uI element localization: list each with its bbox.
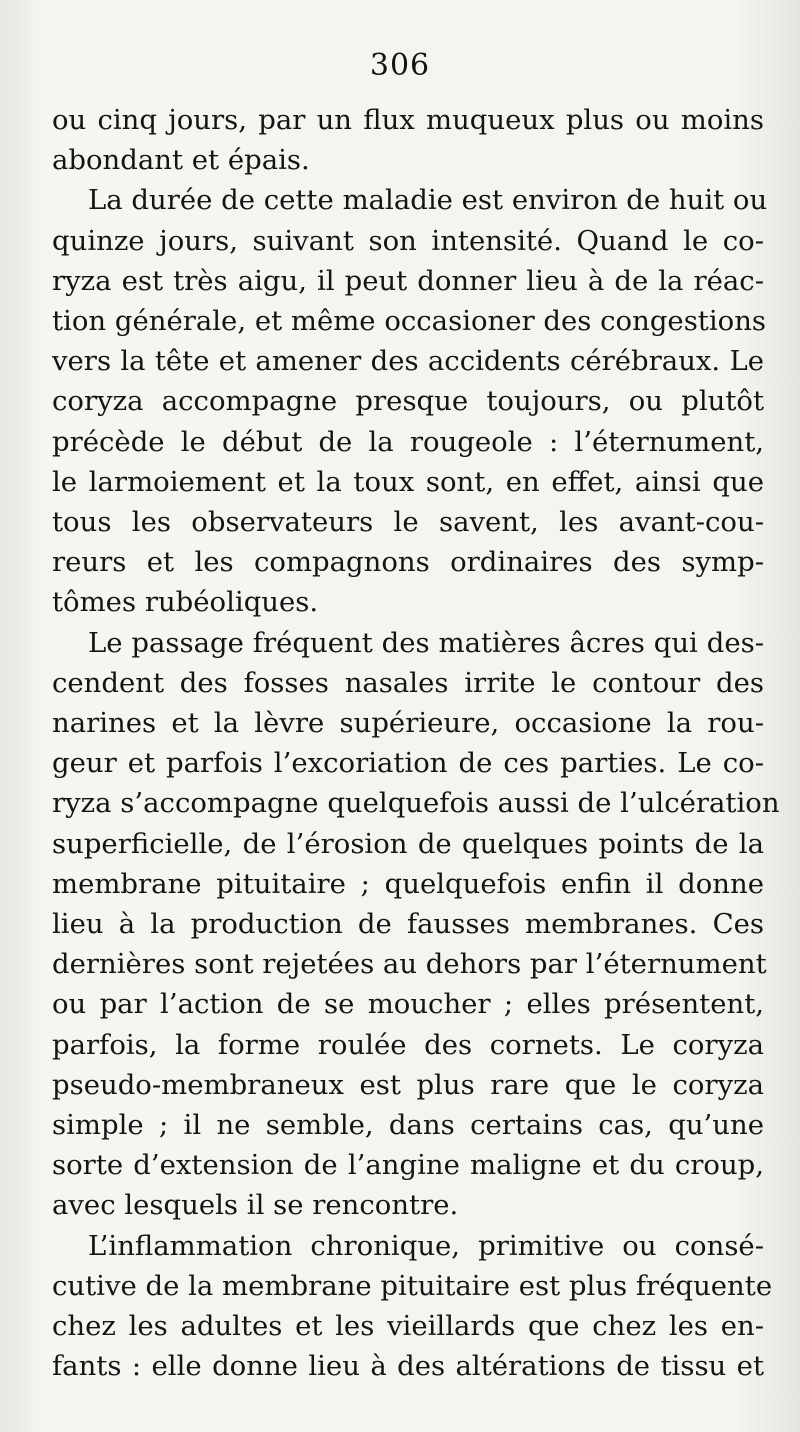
text-line: geur et parfois l’excoriation de ces parties. Le co- [52,747,764,780]
body-text [52,100,780,1387]
text-line: tômes rubéoliques. [52,586,319,619]
text-line: membrane pituitaire ; quelquefois enfin il donne [52,867,764,900]
text-line: sorte d’extension de l’angine maligne et du croup, [52,1149,764,1182]
text-line: précède le début de la rougeole : l’éternument, [52,425,764,458]
text-line: vers la tête et amener des accidents cérébraux. Le [52,345,764,378]
text-line: cendent des fosses nasales irrite le contour des [52,666,764,699]
text-line: L’inflammation chronique, primitive ou consé- [88,1229,764,1262]
text-line: coryza accompagne presque toujours, ou plutôt [52,385,764,418]
text-line: abondant et épais. [52,144,310,177]
text-line: superficielle, de l’érosion de quelques points de la [52,827,764,860]
text-line: narines et la lèvre supérieure, occasione la rou- [52,707,764,740]
text-line: lieu à la production de fausses membranes. Ces [52,908,764,941]
text-line: fants : elle donne lieu à des altérations de tissu et [52,1350,764,1383]
text-line: ou par l’action de se moucher ; elles présentent, [52,988,764,1021]
text-line: ryza est très aigu, il peut donner lieu à de la réac- [52,264,764,297]
text-line: chez les adultes et les vieillards que chez les en- [52,1310,764,1343]
text-line: dernières sont rejetées au dehors par l’éternument [52,948,767,981]
text-line: quinze jours, suivant son intensité. Quand le co- [52,224,764,257]
text-line: simple ; il ne semble, dans certains cas, qu’une [52,1109,764,1142]
text-line: avec lesquels il se rencontre. [52,1189,459,1222]
text-line: parfois, la forme roulée des cornets. Le coryza [52,1028,764,1061]
text-line: La durée de cette maladie est environ de huit ou [88,184,768,217]
text-line: cutive de la membrane pituitaire est plus fréquente [52,1269,773,1302]
text-line: ou cinq jours, par un flux muqueux plus ou moins [52,104,764,136]
text-line: le larmoiement et la toux sont, en effet, ainsi que [52,465,764,498]
text-line: tous les observateurs le savent, les avant-cou- [52,506,764,539]
text-line: tion générale, et même occasioner des congestions [52,305,767,338]
text-line: ryza s’accompagne quelquefois aussi de l’ulcération [52,787,780,820]
text-line: Le passage fréquent des matières âcres qui des- [88,626,764,659]
text-line: reurs et les compagnons ordinaires des symp- [52,546,764,579]
text-line: pseudo-membraneux est plus rare que le coryza [52,1068,764,1101]
page-number: 306 [369,48,431,83]
